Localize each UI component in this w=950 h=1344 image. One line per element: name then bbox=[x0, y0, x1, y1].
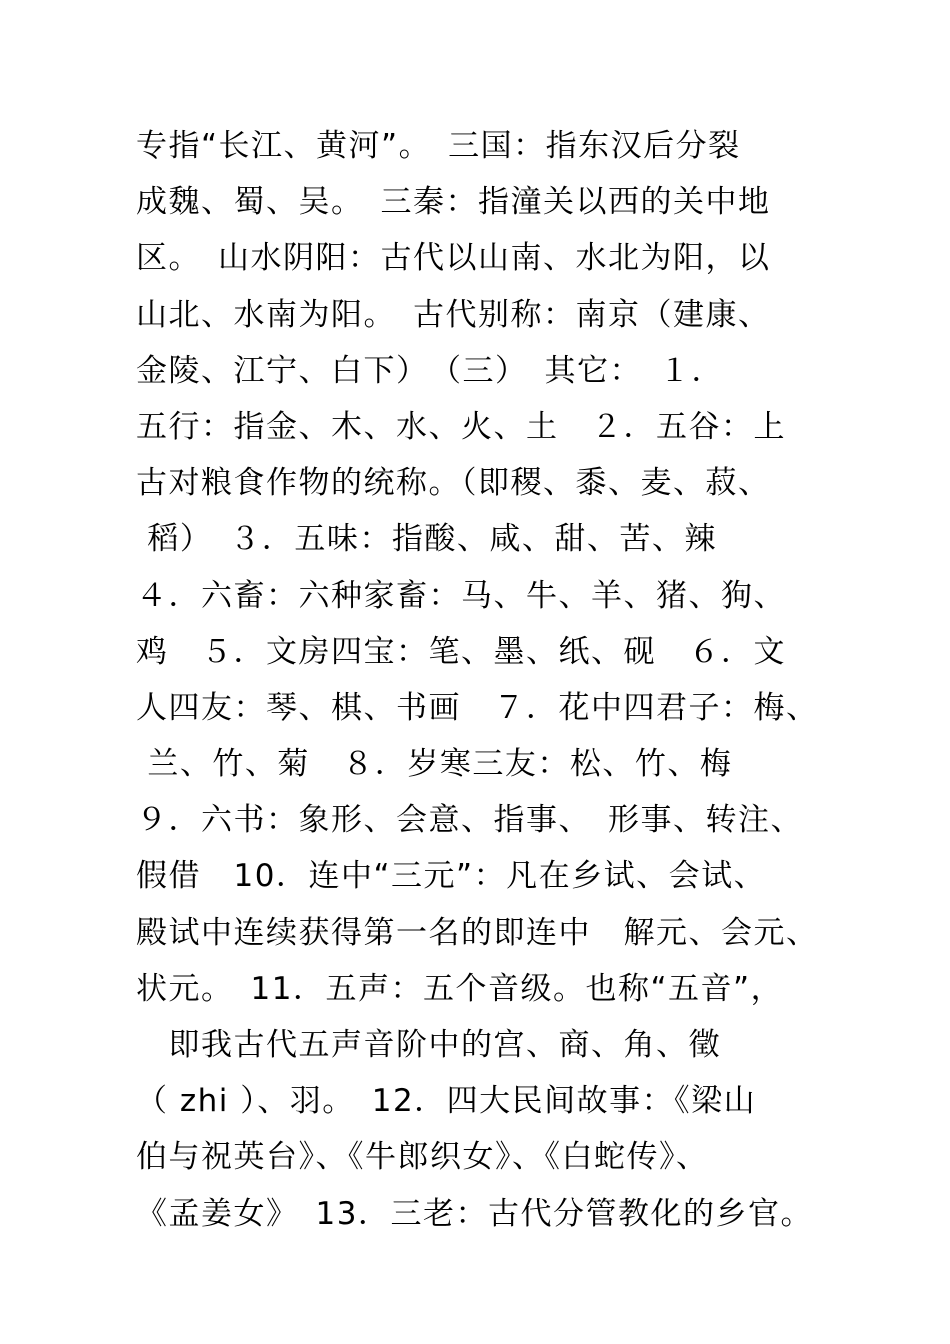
text-line: 假借 10．连中“三元”：凡在乡试、会试、 bbox=[136, 858, 767, 895]
text-line: 殿试中连续获得第一名的即连中 解元、会元、 bbox=[136, 914, 819, 951]
text-line: ４．六畜：六种家畜：马、牛、羊、猪、狗、 bbox=[136, 577, 786, 614]
body-text bbox=[136, 118, 856, 1242]
text-line: （ zhi ）、羽。 12．四大民间故事：《梁山 bbox=[136, 1083, 757, 1120]
text-line: 即我古代五声音阶中的宫、商、角、徵 bbox=[136, 1027, 721, 1063]
text-line: 古对粮食作物的统称。（即稷、黍、麦、菽、 bbox=[136, 465, 771, 502]
text-line: 《孟姜女》 13．三老：古代分管教化的乡官。 bbox=[136, 1195, 813, 1232]
text-line: 状元。 11．五声：五个音级。也称“五音”， bbox=[136, 970, 784, 1007]
text-line: 稻） ３．五味：指酸、咸、甜、苦、辣 bbox=[136, 521, 717, 558]
text-line: 伯与祝英台》、《牛郎织女》、《白蛇传》、 bbox=[136, 1139, 709, 1176]
text-line: 人四友：琴、棋、书画 ７．花中四君子：梅、 bbox=[136, 689, 819, 726]
text-line: 专指“长江、黄河”。 三国：指东汉后分裂 bbox=[136, 128, 741, 164]
text-line: 区。 山水阴阳：古代以山南、水北为阳，以 bbox=[136, 240, 771, 277]
text-line: ９．六书：象形、会意、指事、 形事、转注、 bbox=[136, 802, 803, 839]
text-line: 五行：指金、木、水、火、土 ２．五谷：上 bbox=[136, 408, 786, 445]
text-line: 金陵、江宁、白下） （三） 其它： １． bbox=[136, 352, 724, 389]
text-line: 鸡 ５．文房四宝：笔、墨、纸、砚 ６．文 bbox=[136, 633, 786, 670]
text-line: 成魏、蜀、吴。 三秦：指潼关以西的关中地 bbox=[136, 184, 771, 221]
text-line: 兰、竹、菊 ８．岁寒三友：松、竹、梅 bbox=[136, 746, 733, 783]
text-line: 山北、水南为阳。 古代别称：南京（建康、 bbox=[136, 296, 771, 333]
